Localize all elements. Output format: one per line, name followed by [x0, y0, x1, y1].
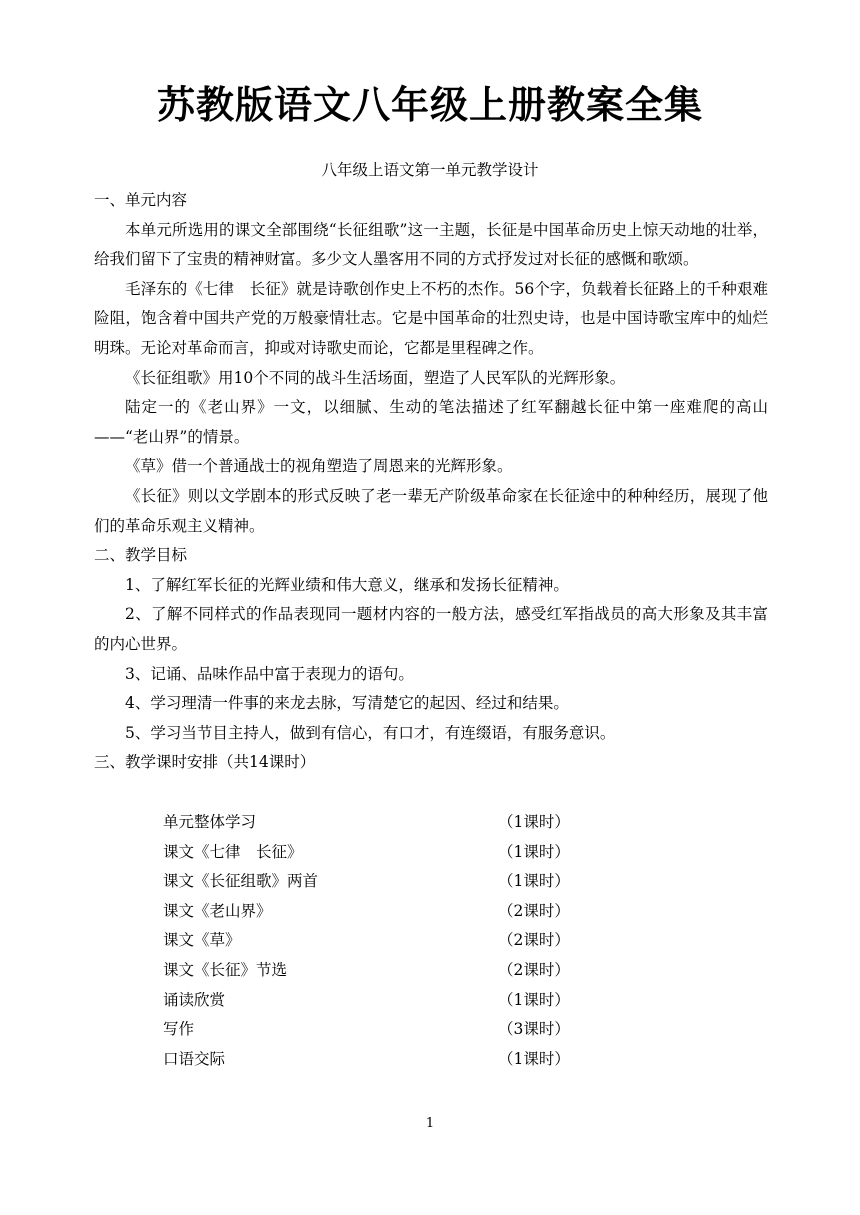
schedule-list	[163, 808, 583, 1074]
goal-item: 3、记诵、品味作品中富于表现力的语句。	[125, 664, 414, 683]
schedule-row	[163, 1015, 583, 1045]
section-heading-schedule: 三、教学课时安排（共14课时）	[94, 753, 316, 772]
schedule-hours: （1课时）	[498, 1049, 570, 1068]
schedule-hours: （1课时）	[498, 990, 570, 1009]
schedule-item: 课文《长征》节选	[163, 960, 288, 979]
schedule-row	[163, 867, 583, 897]
schedule-item: 单元整体学习	[163, 813, 257, 831]
goal-item: 5、学习当节目主持人，做到有信心，有口才，有连缀语，有服务意识。	[125, 723, 616, 742]
schedule-hours: （2课时）	[498, 931, 570, 950]
document-body	[94, 186, 768, 778]
schedule-row	[163, 838, 583, 868]
schedule-row	[163, 956, 583, 986]
schedule-item: 写作	[163, 1020, 195, 1039]
schedule-item: 课文《老山界》	[163, 901, 272, 920]
section-heading-teaching-goals: 二、教学目标	[94, 546, 188, 565]
schedule-row	[163, 808, 583, 838]
schedule-item: 诵读欣赏	[163, 990, 226, 1009]
schedule-row	[163, 986, 583, 1016]
schedule-hours: （2课时）	[498, 960, 570, 979]
section-heading-unit-content: 一、单元内容	[94, 191, 188, 209]
schedule-row	[163, 1045, 583, 1075]
schedule-hours: （1课时）	[498, 842, 570, 861]
document-title: 苏教版语文八年级上册教案全集	[156, 83, 703, 127]
schedule-hours: （3课时）	[498, 1020, 570, 1039]
page-number: 1	[425, 1116, 435, 1131]
paragraph: 本单元所选用的课文全部围绕“长征组歌”这一主题，长征是中国革命历史上惊天动地的壮举，给我们留下了宝贵的精神财富。多少文人墨客用不同的方式抒发过对长征的感慨和歌颂。	[94, 220, 768, 269]
schedule-hours: （1课时）	[498, 813, 570, 831]
schedule-item: 课文《七律 长征》	[163, 842, 303, 861]
schedule-item: 课文《草》	[163, 931, 241, 950]
schedule-row	[163, 897, 583, 927]
schedule-hours: （2课时）	[498, 901, 570, 920]
paragraph: 陆定一的《老山界》一文，以细腻、生动的笔法描述了红军翻越长征中第一座难爬的高山——“老山界”的情景。	[94, 398, 768, 446]
paragraph: 《长征》则以文学剧本的形式反映了老一辈无产阶级革命家在长征途中的种种经历，展现了他们的革命乐观主义精神。	[94, 486, 768, 535]
paragraph: 《草》借一个普通战士的视角塑造了周恩来的光辉形象。	[125, 457, 513, 476]
goal-item: 1、了解红军长征的光辉业绩和伟大意义，继承和发扬长征精神。	[125, 575, 569, 594]
schedule-item: 课文《长征组歌》两首	[163, 872, 319, 891]
paragraph: 《长征组歌》用10个不同的战斗生活场面，塑造了人民军队的光辉形象。	[125, 368, 626, 387]
schedule-hours: （1课时）	[498, 872, 570, 891]
paragraph: 毛泽东的《七律 长征》就是诗歌创作史上不朽的杰作。56个字，负载着长征路上的千种艰难险阻，饱含着中国共产党的万般豪情壮志。它是中国革命的壮烈史诗，也是中国诗歌宝库中的灿烂明珠。无论对革命而言，抑或对诗歌史而论，它都是里程碑之作。	[94, 279, 768, 357]
schedule-row	[163, 926, 583, 956]
document-subtitle: 八年级上语文第一单元教学设计	[321, 161, 539, 179]
schedule-item: 口语交际	[163, 1049, 226, 1068]
goal-item: 2、了解不同样式的作品表现同一题材内容的一般方法，感受红军指战员的高大形象及其丰富的内心世界。	[94, 605, 768, 653]
goal-item: 4、学习理清一件事的来龙去脉，写清楚它的起因、经过和结果。	[125, 694, 569, 713]
